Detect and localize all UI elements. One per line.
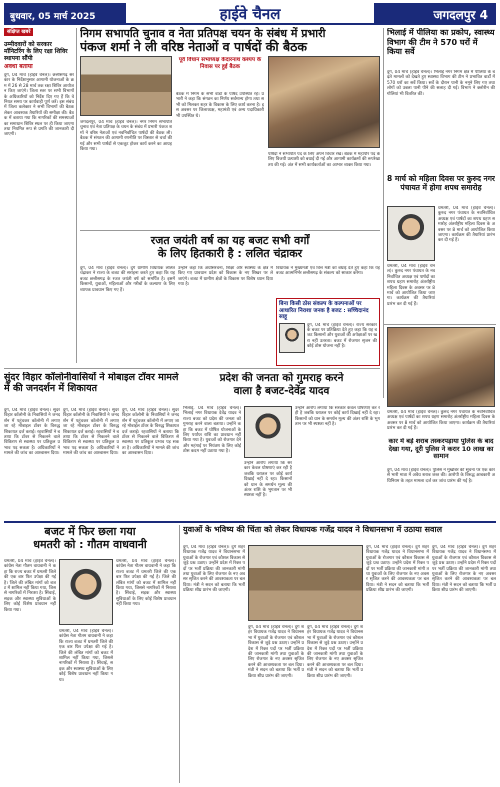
- bottom-left-headline-line2: धमतरी को : गौतम वाधवानी: [33, 538, 147, 551]
- right-bottom-photo: [387, 327, 495, 407]
- lead-headline-line2: पंकज शर्मा ने ली वरिष्ठ नेताओं व पार्षदों की बैठक: [80, 39, 307, 54]
- right-bottom-caption: धमतरी, 04 मार्च (हाईवे चैनल)। कुरुद नगर पंचायत के नवनिर्वाचित अध्यक्ष एवं पार्षदों का शपथ ग्रहण समारोह अंतर्राष्ट्रीय महिला दिवस के अवसर पर 8 मार्च को आयोजित किया जाएगा। कार्यक्रम की तैयारियां प्रारंभ कर दी गई हैं।: [387, 410, 495, 432]
- right-mid-headline: 8 मार्च को महिला दिवस पर कुरुद नगर पंचायत में होगा शपथ समारोह: [387, 174, 495, 192]
- right-mid-body-cont: धमतरी, 04 मार्च (हाईवे चैनल)। कुरुद नगर पंचायत के नवनिर्वाचित अध्यक्ष एवं पार्षदों का शपथ ग्रहण समारोह अंतर्राष्ट्रीय महिला दिवस के अवसर पर 8 मार्च को आयोजित किया जाएगा। कार्यक्रम की तैयारियां प्रारंभ कर दी गई हैं।: [387, 264, 435, 307]
- right-bottom-headline: कार में बड़े शराब तस्करपड़ाया पुलिस के बाद देखा गया, दूरी पुलिस ने करार 10 लाख का सामान: [388, 438, 494, 460]
- yadav-portrait: [244, 406, 292, 458]
- bottom-left-portrait: [59, 559, 113, 625]
- yadav-body-a: भिलाई, 04 मार्च (हाईवे चैनल)। भिलाई नगर विधायक देवेंद्र यादव ने राज्य बजट को प्रदेश की जनता को गुमराह करने वाला बताया। उन्होंने कहा कि बजट में घोषित योजनाओं के लिए पर्याप्त राशि का प्रावधान नहीं किया गया है। युवाओं को रोजगार देने और महंगाई पर नियंत्रण के लिए कोई ठोस कदम नहीं उठाया गया है।: [183, 406, 241, 455]
- right-mid-body: धमतरी, 04 मार्च (हाईवे चैनल)। कुरुद नगर पंचायत के नवनिर्वाचित अध्यक्ष एवं पार्षदों का शपथ ग्रहण समारोह अंतर्राष्ट्रीय महिला दिवस के अवसर पर 8 मार्च को आयोजित किया जाएगा। कार्यक्रम की तैयारियां प्रारंभ कर दी गई हैं।: [438, 206, 495, 244]
- colony-body-a: दुर्ग, 04 मार्च (हाईवे चैनल)। सुंदर विहार कॉलोनी के निवासियों ने जनदर्शन में पहुंचकर कॉलोनी में लगाए जा रहे मोबाइल टॉवर के विरुद्ध शिकायत दर्ज कराई। रहवासियों ने बताया कि टॉवर से निकलने वाले विकिरण से स्वास्थ्य पर प्रतिकूल प्रभाव पड़ सकता है। अधिकारियों ने मामले की जांच का आश्वासन दिया।: [4, 408, 60, 457]
- opinion-box: [276, 298, 380, 366]
- lead-body-a: जगदलपुर, 04 मार्च (हाईवे चैनल)। नगर निगम सभापति चुनाव एवं नेता प्रतिपक्ष के चयन के संबंध में प्रभारी पंकज शर्मा ने वरिष्ठ नेताओं एवं नवनिर्वाचित पार्षदों की बैठक ली। बैठक में संगठन की आगामी रणनीति पर विस्तार से चर्चा की गई और सभी पार्षदों से एकजुट होकर कार्य करने का आग्रह किया गया।: [80, 120, 172, 153]
- yadav-headline-line2: वाला है बजट-देवेंद्र यादव: [233, 384, 330, 397]
- budget-body-b: उन्होंने कहा कि अधोसंरचना, शिक्षा और स्वास्थ्य के क्षेत्र में किए गए प्रावधान प्रदेश को विकास के नए शिखर पर ले जाएंगे। बजट में ग्रामीण क्षेत्रों के विकास पर विशेष ध्यान दिया गया है।: [178, 266, 273, 288]
- bottom-right-body-a: दुर्ग, 04 मार्च (हाईवे चैनल)। दुर्ग शहर विधायक गजेंद्र यादव ने विधानसभा में युवाओं के रोजगार एवं कौशल विकास से जुड़े प्रश्न उठाए। उन्होंने प्रदेश में रिक्त पदों पर भर्ती प्रक्रिया की जानकारी मांगी तथा युवाओं के लिए रोजगार के नए अवसर सृजित करने की आवश्यकता पर बल दिया। मंत्री ने सदन को बताया कि भर्ती प्रक्रिया शीघ्र प्रारंभ की जाएगी।: [183, 545, 245, 594]
- lead-body-b: बैठक में निगम के सभी वार्डों के पार्षद उपस्थित रहे। प्रभारी ने कहा कि संगठन का निर्णय सर्वमान्य होगा तथा सभी को मिलकर शहर के विकास के लिए कार्य करना है। इस अवसर पर जिलाध्यक्ष, महामंत्री एवं अन्य पदाधिकारी भी उपस्थित थे।: [176, 92, 264, 119]
- budget-headline-line1: रजत जयंती वर्ष का यह बजट सभी वर्गों: [150, 234, 310, 247]
- yadav-body-b: उन्होंने आरोप लगाया कि सरकार केवल घोषणाएं कर रही है जबकि धरातल पर कोई कार्य दिखाई नहीं दे रहा। किसानों को धान के समर्थन मूल्य की अंतर राशि के भुगतान पर भी स्पष्टता नहीं है।: [244, 461, 292, 499]
- bottom-left-body-c: धमतरी, 04 मार्च (हाईवे चैनल)। कांग्रेस नेता गौतम वाधवानी ने कहा कि राज्य बजट में धमतरी जिले की एक बार फिर उपेक्षा की गई है। जिले की लंबित मांगों को बजट में शामिल नहीं किया गया, जिससे नागरिकों में निराशा है। सिंचाई, सड़क और स्वास्थ्य सुविधाओं के लिए कोई विशेष प्रावधान नहीं किया गया।: [116, 559, 176, 608]
- section-divider: [80, 230, 380, 231]
- right-bottom-body: दुर्ग, 04 मार्च (हाईवे चैनल)। पुलिस ने मुखबिर की सूचना पर एक कार से भारी मात्रा में अवैध शराब जब्त की। आरोपी के विरुद्ध आबकारी अधिनियम के तहत मामला दर्ज कर जांच प्रारंभ की गई है।: [387, 468, 495, 484]
- bottom-left-body-a: धमतरी, 04 मार्च (हाईवे चैनल)। कांग्रेस नेता गौतम वाधवानी ने कहा कि राज्य बजट में धमतरी जिले की एक बार फिर उपेक्षा की गई है। जिले की लंबित मांगों को बजट में शामिल नहीं किया गया, जिससे नागरिकों में निराशा है। सिंचाई, सड़क और स्वास्थ्य सुविधाओं के लिए कोई विशेष प्रावधान नहीं किया गया।: [4, 559, 56, 613]
- lead-photo-group: [268, 56, 380, 148]
- bottom-left-headline: [4, 525, 176, 555]
- yadav-headline: [183, 372, 380, 402]
- bottom-right-headline: युवाओं के भविष्य की चिंता को लेकर विधायक गजेंद्र यादव ने विधानसभा में उठाया सवाल: [183, 525, 442, 534]
- bottom-right-body-e: दुर्ग, 04 मार्च (हाईवे चैनल)। दुर्ग शहर विधायक गजेंद्र यादव ने विधानसभा में युवाओं के रोजगार एवं कौशल विकास से जुड़े प्रश्न उठाए। उन्होंने प्रदेश में रिक्त पदों पर भर्ती प्रक्रिया की जानकारी मांगी तथा युवाओं के लिए रोजगार के नए अवसर सृजित करने की आवश्यकता पर बल दिया। मंत्री ने सदन को बताया कि भर्ती प्रक्रिया शीघ्र प्रारंभ की जाएगी।: [432, 545, 496, 594]
- lead-deck: पूर्व विधान सभाध्यक्ष केदारनाथ कश्यप के निवास पर हुई बैठक: [178, 57, 262, 70]
- bottom-right-body-d: दुर्ग, 04 मार्च (हाईवे चैनल)। दुर्ग शहर विधायक गजेंद्र यादव ने विधानसभा में युवाओं के रोजगार एवं कौशल विकास से जुड़े प्रश्न उठाए। उन्होंने प्रदेश में रिक्त पदों पर भर्ती प्रक्रिया की जानकारी मांगी तथा युवाओं के लिए रोजगार के नए अवसर सृजित करने की आवश्यकता पर बल दिया। मंत्री ने सदन को बताया कि भर्ती प्रक्रिया शीघ्र प्रारंभ की जाएगी।: [366, 545, 429, 594]
- page-number: 4: [479, 8, 488, 22]
- right-mid-photo: [387, 206, 435, 261]
- column-divider: [179, 525, 180, 783]
- yadav-headline-line1: प्रदेश की जनता को गुमराह करने: [219, 372, 344, 384]
- bottom-left-headline-line1: बजट में फिर छला गया: [44, 525, 136, 538]
- column-divider: [76, 28, 77, 363]
- bottom-right-body-b: दुर्ग, 04 मार्च (हाईवे चैनल)। दुर्ग शहर विधायक गजेंद्र यादव ने विधानसभा में युवाओं के रोजगार एवं कौशल विकास से जुड़े प्रश्न उठाए। उन्होंने प्रदेश में रिक्त पदों पर भर्ती प्रक्रिया की जानकारी मांगी तथा युवाओं के लिए रोजगार के नए अवसर सृजित करने की आवश्यकता पर बल दिया। मंत्री ने सदन को बताया कि भर्ती प्रक्रिया शीघ्र प्रारंभ की जाएगी।: [248, 625, 304, 679]
- paper-title: हाईवे चैनल: [219, 5, 281, 23]
- issue-date: बुधवार, 05 मार्च 2025: [4, 3, 126, 23]
- lead-photo-meeting: [80, 56, 172, 116]
- budget-headline: [80, 234, 380, 262]
- lead-body-c: पार्षदों ने सभापति पद के लिए अपने विचार रखे। बैठक में महापौर पद के लिए विजयी प्रत्याशी को बधाई दी गई और आगामी कार्यक्रमों की रूपरेखा तय की गई। अंत में सभी कार्यकर्ताओं का आभार व्यक्त किया गया।: [268, 152, 380, 168]
- brief-subhead: अवधा बताया: [4, 63, 33, 70]
- column-divider: [383, 28, 384, 398]
- brief-body: दुर्ग, 04 मार्च (हाईवे चैनल)। छत्तीसगढ़ सरकार के निर्देशानुसार आगामी योजनाओं के क्रम में 26 से 28 मार्च तक रक्षा शिविर आयोजन किए जाएंगे। जिला स्तर पर सभी विभागों के अधिकारियों को निर्देश दिए गए हैं कि वे नियत समय पर कार्यवाही पूर्ण करें। इस संबंध में जिला कलेक्टर ने सभी विभागों की बैठक लेकर आवश्यक तैयारियों की समीक्षा की। बैठक में बताया गया कि नागरिकों की समस्याओं का समाधान शिविर स्थल पर ही किया जाएगा तथा नियमित रूप से प्रगति की जानकारी दी जाएगी।: [4, 73, 74, 138]
- right-top-body: दुर्ग, 04 मार्च (हाईवे चैनल)। भिलाई नगर निगम क्षेत्र में पीलिया के बढ़ते मामलों को देखते हुए स्वास्थ्य विभाग की टीम ने प्रभावित वार्डों में 570 घरों का सर्वे किया। सर्वे के दौरान पानी के नमूने लिए गए तथा लोगों को उबला पानी पीने की सलाह दी गई। विभाग ने क्लोरीन की गोलियां भी वितरित कीं।: [387, 70, 495, 97]
- bottom-right-photo: [248, 545, 363, 621]
- brief-headline: उम्मीदवारों को सरकार मॉनिटरिंग के लिए रक्षा शिविर स्थापना सौंपी: [4, 41, 68, 62]
- section-divider: [4, 368, 380, 369]
- budget-headline-line2: के लिए हितकारी है : ललित चंद्राकर: [157, 247, 303, 260]
- colony-body-b: दुर्ग, 04 मार्च (हाईवे चैनल)। सुंदर विहार कॉलोनी के निवासियों ने जनदर्शन में पहुंचकर कॉलोनी में लगाए जा रहे मोबाइल टॉवर के विरुद्ध शिकायत दर्ज कराई। रहवासियों ने बताया कि टॉवर से निकलने वाले विकिरण से स्वास्थ्य पर प्रतिकूल प्रभाव पड़ सकता है। अधिकारियों ने मामले की जांच का आश्वासन दिया।: [63, 408, 119, 457]
- budget-body-c: विधायक ने मुख्यमंत्री एवं वित्त मंत्री को बधाई देते हुए कहा कि यह बजट आत्मनिर्भर छत्तीसगढ़ के संकल्प को साकार करेगा।: [276, 266, 380, 277]
- city-page-label: [374, 3, 496, 23]
- right-top-headline: भिलाई में पीलिया का प्रकोप, स्वास्थ्य विभाग की टीम ने 570 घरों में किया सर्वे: [387, 28, 495, 56]
- bottom-right-body-c: दुर्ग, 04 मार्च (हाईवे चैनल)। दुर्ग शहर विधायक गजेंद्र यादव ने विधानसभा में युवाओं के रोजगार एवं कौशल विकास से जुड़े प्रश्न उठाए। उन्होंने प्रदेश में रिक्त पदों पर भर्ती प्रक्रिया की जानकारी मांगी तथा युवाओं के लिए रोजगार के नए अवसर सृजित करने की आवश्यकता पर बल दिया। मंत्री ने सदन को बताया कि भर्ती प्रक्रिया शीघ्र प्रारंभ की जाएगी।: [307, 625, 363, 679]
- masthead: [4, 3, 496, 25]
- opinion-headline: बिना किसी ठोस संकल्प के कल्पनाओं पर आधारित निराशा जनक है बजट : सच्चिदानंद साहू: [279, 301, 369, 320]
- opinion-portrait: [279, 323, 305, 353]
- left-brief-column: [4, 28, 74, 363]
- bottom-left-body-b: धमतरी, 04 मार्च (हाईवे चैनल)। कांग्रेस नेता गौतम वाधवानी ने कहा कि राज्य बजट में धमतरी जिले की एक बार फिर उपेक्षा की गई है। जिले की लंबित मांगों को बजट में शामिल नहीं किया गया, जिससे नागरिकों में निराशा है। सिंचाई, सड़क और स्वास्थ्य सुविधाओं के लिए कोई विशेष प्रावधान नहीं किया गया।: [59, 629, 113, 683]
- colony-body-c: दुर्ग, 04 मार्च (हाईवे चैनल)। सुंदर विहार कॉलोनी के निवासियों ने जनदर्शन में पहुंचकर कॉलोनी में लगाए जा रहे मोबाइल टॉवर के विरुद्ध शिकायत दर्ज कराई। रहवासियों ने बताया कि टॉवर से निकलने वाले विकिरण से स्वास्थ्य पर प्रतिकूल प्रभाव पड़ सकता है। अधिकारियों ने मामले की जांच का आश्वासन दिया।: [122, 408, 179, 457]
- section-divider: [4, 521, 496, 523]
- city-name: जगदलपुर: [433, 8, 476, 22]
- yadav-body-c: उन्होंने आरोप लगाया कि सरकार केवल घोषणाएं कर रही है जबकि धरातल पर कोई कार्य दिखाई नहीं दे रहा। किसानों को धान के समर्थन मूल्य की अंतर राशि के भुगतान पर भी स्पष्टता नहीं है।: [295, 406, 380, 428]
- lead-headline: [80, 27, 380, 54]
- lead-headline-line1: निगम सभापति चुनाव व नेता प्रतिपक्ष चयन के संबंध में प्रभारी: [80, 27, 326, 40]
- section-divider: [383, 324, 496, 325]
- colony-headline: सुंदर विहार कॉलोनीवासियों ने मोबाइल टॉवर मामले में की जनदर्शन में शिकायत: [4, 372, 179, 394]
- opinion-body: दुर्ग, 04 मार्च (हाईवे चैनल)। राज्य सरकार के बजट पर प्रतिक्रिया देते हुए कहा कि यह बजट किसानों और युवाओं की अपेक्षाओं पर खरा नहीं उतरता। बजट में रोजगार सृजन की कोई ठोस योजना नहीं है।: [307, 322, 377, 350]
- brief-tag: संक्षिप्त खबरें: [4, 28, 33, 36]
- budget-body-a: दुर्ग, 04 मार्च (हाईवे चैनल)। दुर्ग ग्रामीण विधायक ललित चंद्राकर ने राज्य के बजट की सराहना करते हुए कहा कि यह बजट छत्तीसगढ़ के रजत जयंती वर्ष को समर्पित है। इसमें किसानों, युवाओं, महिलाओं और गरीबों के कल्याण के लिए व्यापक प्रावधान किए गए हैं।: [80, 266, 175, 293]
